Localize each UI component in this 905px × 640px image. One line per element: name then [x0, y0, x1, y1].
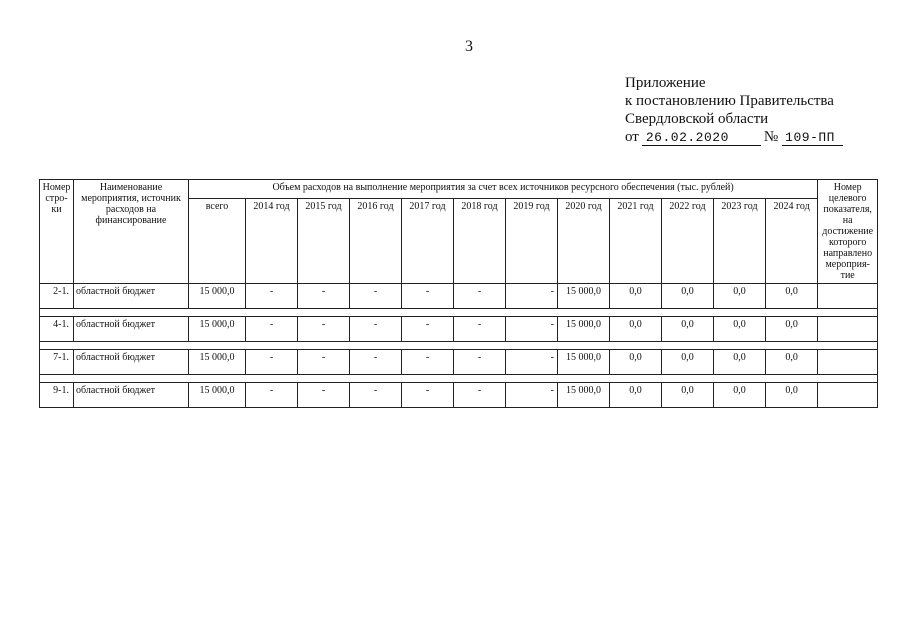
header-year: 2018 год — [454, 199, 506, 284]
row-value: - — [454, 383, 506, 408]
appendix-block — [625, 74, 843, 146]
row-value: - — [350, 284, 402, 309]
row-value: 0,0 — [610, 383, 662, 408]
header-year: 2023 год — [714, 199, 766, 284]
appendix-date-line — [625, 128, 843, 146]
row-value: - — [350, 350, 402, 375]
row-value: 0,0 — [766, 350, 818, 375]
row-value: 0,0 — [610, 317, 662, 342]
row-value: 0,0 — [714, 317, 766, 342]
row-number: 9-1. — [40, 383, 74, 408]
row-value: - — [246, 350, 298, 375]
table-row — [40, 350, 878, 375]
row-value: 15 000,0 — [558, 317, 610, 342]
row-value: 0,0 — [714, 350, 766, 375]
header-year: 2015 год — [298, 199, 350, 284]
row-value: 0,0 — [714, 383, 766, 408]
header-year: 2024 год — [766, 199, 818, 284]
row-value: 0,0 — [714, 284, 766, 309]
row-value: - — [402, 350, 454, 375]
header-row-top — [40, 180, 878, 199]
row-value: - — [246, 284, 298, 309]
row-number: 2-1. — [40, 284, 74, 309]
header-name: Наименование мероприятия, источник расходов на финансирование — [74, 180, 189, 284]
row-value: 0,0 — [662, 350, 714, 375]
row-target — [818, 317, 878, 342]
row-value: - — [298, 350, 350, 375]
resolution-number: 109-ПП — [782, 131, 843, 146]
row-total: 15 000,0 — [189, 350, 246, 375]
row-target — [818, 284, 878, 309]
row-value: - — [246, 383, 298, 408]
row-value: 0,0 — [662, 317, 714, 342]
row-value: - — [402, 383, 454, 408]
row-value: 0,0 — [662, 383, 714, 408]
table-row — [40, 383, 878, 408]
row-total: 15 000,0 — [189, 284, 246, 309]
header-year: 2016 год — [350, 199, 402, 284]
appendix-title: Приложение — [625, 75, 706, 91]
row-value: - — [506, 284, 558, 309]
row-value: 0,0 — [610, 284, 662, 309]
header-year: 2020 год — [558, 199, 610, 284]
row-value: - — [454, 350, 506, 375]
row-value: - — [298, 383, 350, 408]
row-value: - — [506, 350, 558, 375]
row-gap — [40, 342, 878, 350]
row-value: 0,0 — [766, 284, 818, 309]
budget-table — [39, 179, 878, 408]
row-value: - — [506, 317, 558, 342]
header-target: Номер целевого показателя, на достижение которого направлено мероприя-тие — [818, 180, 878, 284]
row-number: 7-1. — [40, 350, 74, 375]
row-name: областной бюджет — [74, 350, 189, 375]
row-gap — [40, 375, 878, 383]
table-row — [40, 317, 878, 342]
row-value: - — [454, 317, 506, 342]
row-value: - — [298, 317, 350, 342]
row-target — [818, 383, 878, 408]
row-value: - — [350, 383, 402, 408]
header-year: 2021 год — [610, 199, 662, 284]
row-total: 15 000,0 — [189, 317, 246, 342]
row-value: - — [246, 317, 298, 342]
row-value: 0,0 — [662, 284, 714, 309]
row-value: - — [402, 284, 454, 309]
header-year: 2019 год — [506, 199, 558, 284]
row-value: 0,0 — [766, 383, 818, 408]
row-value: 15 000,0 — [558, 383, 610, 408]
header-row-number: Номер стро-ки — [40, 180, 74, 284]
row-value: - — [506, 383, 558, 408]
row-name: областной бюджет — [74, 383, 189, 408]
row-value: 15 000,0 — [558, 350, 610, 375]
row-name: областной бюджет — [74, 284, 189, 309]
row-value: 0,0 — [766, 317, 818, 342]
row-total: 15 000,0 — [189, 383, 246, 408]
row-name: областной бюджет — [74, 317, 189, 342]
appendix-line-resolution: к постановлению Правительства — [625, 93, 834, 109]
header-year: 2022 год — [662, 199, 714, 284]
number-label: № — [763, 129, 779, 145]
row-target — [818, 350, 878, 375]
header-volume: Объем расходов на выполнение мероприятия за счет всех источников ресурсного обеспечения (тыс. рублей) — [189, 180, 818, 199]
page-number: 3 — [465, 38, 473, 55]
header-year: 2017 год — [402, 199, 454, 284]
row-gap — [40, 309, 878, 317]
table-row — [40, 284, 878, 309]
from-label: от — [625, 129, 639, 145]
row-value: - — [402, 317, 454, 342]
resolution-date: 26.02.2020 — [642, 131, 761, 146]
appendix-line-region: Свердловской области — [625, 111, 769, 127]
header-year: 2014 год — [246, 199, 298, 284]
row-value: - — [454, 284, 506, 309]
row-value: 15 000,0 — [558, 284, 610, 309]
row-value: - — [298, 284, 350, 309]
row-value: - — [350, 317, 402, 342]
row-number: 4-1. — [40, 317, 74, 342]
header-total: всего — [189, 199, 246, 284]
row-value: 0,0 — [610, 350, 662, 375]
